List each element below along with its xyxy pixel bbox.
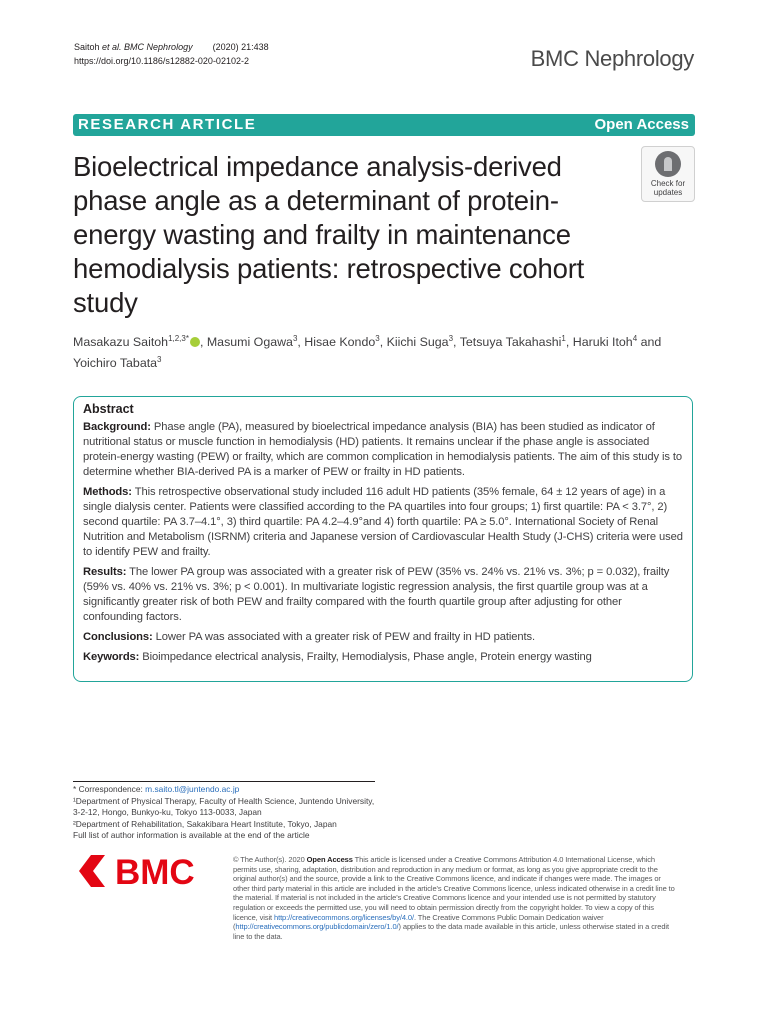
abstract-sections — [83, 420, 683, 665]
public-domain-url-link[interactable]: http://creativecommons.org/publicdomain/zero/1.0/ — [235, 922, 399, 932]
abstract-section-text: This retrospective observational study included 116 adult HD patients (35% female, 64 ± 12 years of age) in a single dialysis center. Patients were classified according to the PA quartiles into four groups; 1) first quartile: PA < 3.7°, 2) second quartile: PA 3.7–4.1°, 3) third quartile: PA 4.2–4.9°and 4) forth quartile: PA ≥ 5.0°. International Society of Renal Nutrition and Metabolism (ISRNM) criteria and Japanese version of Cardiovascular Health Study (J-CHS) criteria were used to identify PEW and frailty. — [83, 486, 683, 558]
abstract-section — [83, 420, 683, 480]
abstract-section-label: Keywords: — [83, 651, 140, 663]
author-separator: , — [379, 335, 387, 350]
bmc-logo-mark — [79, 855, 105, 887]
license-url-link[interactable]: http://creativecommons.org/licenses/by/4.0/ — [274, 912, 414, 922]
author-affiliation: 3 — [375, 334, 380, 343]
article-title: Bioelectrical impedance analysis-derived phase angle as a determinant of protein-energy wasting and frailty in maintenance hemodialysis patients: retrospective cohort study — [73, 151, 585, 318]
bmc-logo-text: BMC — [115, 853, 195, 890]
abstract-section-text: Bioimpedance electrical analysis, Frailty, Hemodialysis, Phase angle, Protein energy wasting — [139, 651, 592, 663]
abstract-section-text: Phase angle (PA), measured by bioelectrical impedance analysis (BIA) has been studied as indicator of nutritional status or muscle function in hemodialysis (HD) patients. It remains unclear if the phase angle is associated protein-energy wasting (PEW) or frailty, which are common complication in hemodialysis patients. The aim of this study is to determine whether BIA-derived PA is a marker of PEW or frailty in HD patients. — [83, 421, 683, 478]
author-separator: and — [637, 335, 662, 350]
author-list — [73, 330, 693, 372]
author-name: Masakazu Saitoh — [73, 335, 169, 350]
author-separator: , — [565, 335, 573, 350]
abstract-section-text: The lower PA group was associated with a greater risk of PEW (35% vs. 24% vs. 21% vs. 3%; p = 0.032), frailty (59% vs. 40% vs. 21% vs. 3%; p < 0.001). In multivariate logistic regression analysis, the first quartile group was at a significantly greater risk of both PEW and frailty compared with the fourth quartile group after adjusting for other confounding factors. — [83, 566, 670, 623]
abstract-section-label: Background: — [83, 421, 151, 433]
author-name: Kiichi Suga — [386, 335, 449, 350]
affiliation-2: ²Department of Rehabilitation, Sakakibara Heart Institute, Tokyo, Japan — [73, 818, 337, 829]
open-access-label: Open Access — [594, 116, 689, 133]
author-name: Yoichiro Tabata — [73, 356, 158, 371]
abstract-box — [73, 396, 693, 682]
author-separator: , — [199, 335, 207, 350]
abstract-section-text: Lower PA was associated with a greater risk of PEW and frailty in HD patients. — [152, 631, 536, 643]
author-affiliation: 1 — [561, 334, 566, 343]
author-affiliation: 3 — [157, 355, 162, 365]
citation-journal: BMC Nephrology — [121, 42, 193, 52]
citation-authors: Saitoh — [74, 42, 103, 52]
author-separator: , — [297, 335, 305, 350]
license-part3: . The Creative Commons Public Domain Dedication waiver ( — [233, 912, 604, 932]
citation-et-al: et al. — [102, 42, 122, 52]
correspondence-email-link[interactable]: m.saito.tl@juntendo.ac.jp — [145, 784, 240, 794]
abstract-section — [83, 650, 683, 665]
check-for-updates-button[interactable] — [641, 146, 695, 202]
citation-line — [74, 40, 269, 54]
author-name: Masumi Ogawa — [206, 335, 293, 350]
author-name: Tetsuya Takahashi — [459, 335, 562, 350]
abstract-heading: Abstract — [83, 402, 134, 416]
citation-header — [74, 40, 269, 68]
abstract-section-label: Results: — [83, 566, 127, 578]
affiliation-1: ¹Department of Physical Therapy, Faculty of Health Science, Juntendo University, 3-2-12, Hongo, Bunkyo-ku, Tokyo 113-0033, Japan — [73, 795, 375, 817]
author-affiliation: 3 — [448, 334, 454, 343]
article-type-banner — [73, 114, 695, 136]
license-open-access: Open Access — [306, 855, 353, 864]
license-text — [233, 855, 678, 941]
abstract-section — [83, 485, 683, 560]
author-affiliation: 1,2,3* — [168, 334, 189, 343]
footnote-divider — [73, 781, 375, 782]
license-part2: This article is licensed under a Creative Commons Attribution 4.0 International License, which permits use, sharing, adaptation, distribution and reproduction in any medium or format, as long as you give appropriate credit to the original author(s) and the source, provide a link to the Creative Commons licence, and indicate if changes were made. The images or other third party material in this article are included in the article's Creative Commons licence, unless indicated otherwise in a credit line to the material. If material is not included in the article's Creative Commons licence and your intended use is not permitted by statutory regulation or exceeds the permitted use, you will need to obtain permission directly from the copyright holder. To view a copy of this licence, visit — [233, 855, 675, 922]
check-updates-line1: Check for — [650, 179, 686, 188]
orcid-icon[interactable] — [190, 337, 200, 347]
license-part1: © The Author(s). 2020 — [233, 855, 307, 864]
author-name: Haruki Itoh — [572, 335, 633, 350]
author-name: Hisae Kondo — [304, 335, 376, 350]
doi-link[interactable]: https://doi.org/10.1186/s12882-020-02102-2 — [74, 56, 249, 66]
author-info-note: Full list of author information is available at the end of the article — [73, 830, 310, 840]
author-separator: , — [453, 335, 460, 350]
correspondence-label: * Correspondence: — [73, 784, 146, 794]
article-type: RESEARCH ARTICLE — [78, 116, 257, 133]
abstract-section — [83, 630, 683, 645]
abstract-section — [83, 565, 683, 625]
footnotes — [73, 784, 383, 842]
abstract-section-label: Conclusions: — [83, 631, 153, 643]
citation-year-volume: (2020) 21:438 — [212, 42, 269, 52]
journal-name: BMC Nephrology — [530, 46, 694, 71]
author-affiliation: 3 — [292, 334, 298, 343]
abstract-section-label: Methods: — [83, 486, 132, 498]
bmc-logo-icon — [77, 852, 217, 890]
bookmark-icon — [655, 151, 681, 177]
license-part4: ) applies to the data made available in this article, unless otherwise stated in a credit line to the data. — [233, 922, 669, 941]
correspondence — [73, 784, 383, 796]
check-updates-line2: updates — [653, 188, 683, 197]
author-affiliation: 4 — [632, 334, 638, 343]
